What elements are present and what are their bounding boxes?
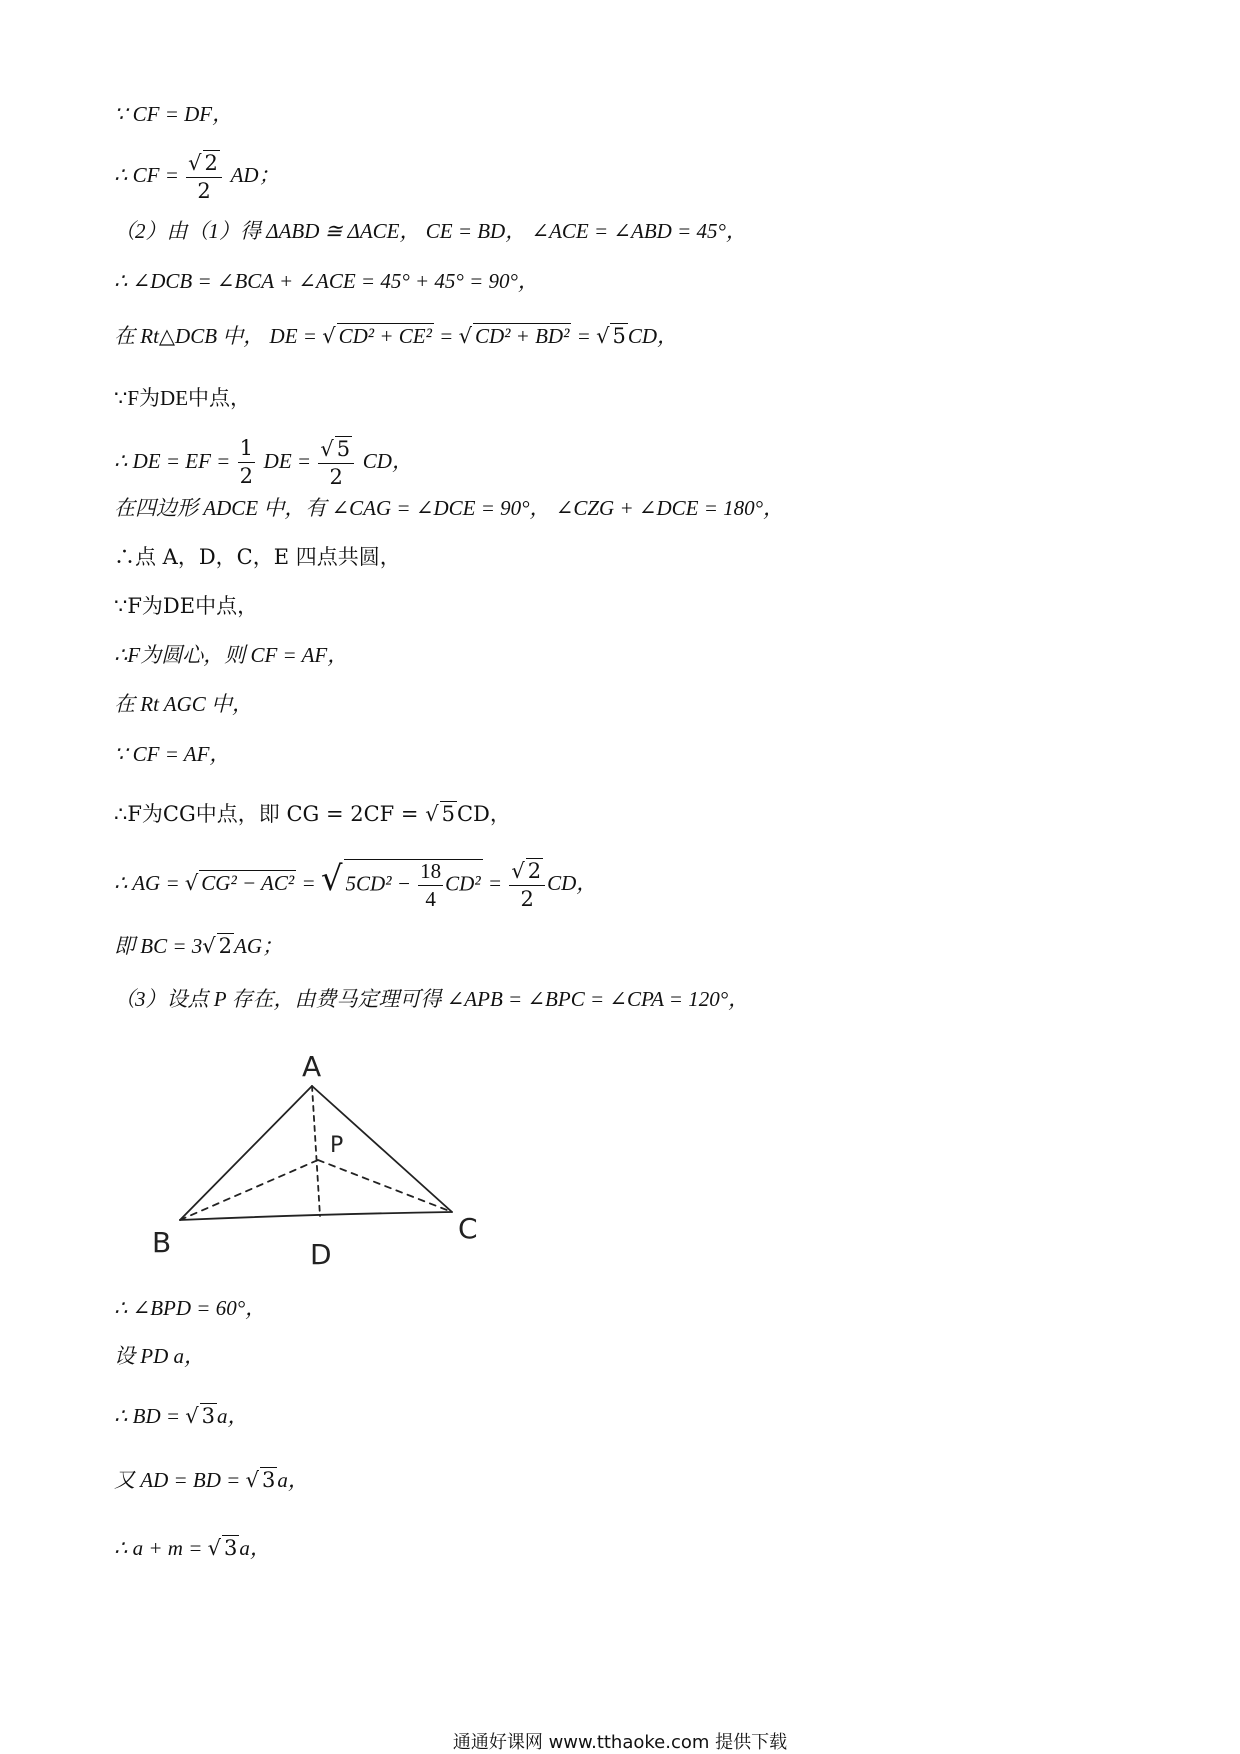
line-angle-dcb (114, 271, 539, 292)
fraction-sqrt2-over-2b: $\frac{√ 2}{2}$ (509, 858, 545, 911)
radicand: 2 (527, 859, 542, 883)
text: = (296, 871, 321, 896)
text: （2）由（1）得 ΔABD ≅ ΔACE， CE = BD， ∠ACE = ∠ABD = 45°， (114, 219, 747, 243)
line-de-length: 在 Rt△DCB 中， DE = √ CD² + CE² = √ CD² + BD² = √ 5CD， (114, 324, 679, 348)
label-p: P (330, 1133, 344, 1158)
line-ad-value: 又 AD = BD = √ 3a， (114, 1468, 309, 1492)
line-concyclic (114, 547, 401, 568)
radicand: 3 (224, 1536, 238, 1560)
text: ∴F为CG中点，即 CG = 2CF = (114, 802, 426, 826)
line-f-midpoint-2 (114, 596, 258, 617)
text: 5CD² − (345, 871, 417, 896)
radicand: CD² + CE² (338, 324, 432, 348)
text: （3）设点 P 存在，由费马定理可得 ∠APB = ∠BPC = ∠CPA = 120°， (114, 987, 750, 1011)
line-ef-value (114, 436, 413, 489)
line-cf-eq-df (114, 104, 233, 125)
line-cf-value (114, 150, 280, 203)
text: ∴点 A，D，C，E 四点共圆， (114, 545, 401, 569)
line-cf-eq-af (114, 744, 230, 765)
fraction-1-over-2 (238, 437, 255, 488)
text: ∴ AG = (114, 871, 185, 896)
line-rt-agc (114, 694, 253, 715)
radicand: 5 (336, 437, 351, 461)
line-set-pd (114, 1346, 205, 1367)
radicand: 5 (441, 802, 455, 826)
line-a-plus-m: ∴ a + m = √ 3a， (114, 1536, 271, 1560)
text: 在四边形 ADCE 中，有 ∠CAG = ∠DCE = 90°， ∠CZG + ∠DCE = 180°， (114, 496, 785, 520)
denominator: 4 (425, 886, 436, 911)
numerator: 18 (418, 860, 443, 886)
triangle-figure (140, 1040, 500, 1280)
text: a， (217, 1404, 249, 1428)
fraction-sqrt2-over-2: $\frac{√ 2}{2}$ (186, 150, 222, 203)
text: 即 BC = 3 (114, 934, 203, 958)
denominator: 2 (239, 464, 253, 489)
radicand: 3 (261, 1468, 276, 1492)
text: CD， (627, 324, 679, 348)
text: a， (277, 1468, 309, 1492)
radicand: CD² + BD² (474, 324, 570, 348)
label-d: D (310, 1238, 332, 1271)
text: = (571, 324, 597, 348)
line-part2-start (114, 221, 747, 242)
line-angle-bpd (114, 1298, 266, 1319)
text: 设 PD a， (114, 1344, 205, 1368)
fraction-18-over-4 (418, 860, 443, 911)
radicand: 2 (204, 151, 218, 175)
text: AG； (234, 934, 284, 958)
denominator: 2 (329, 465, 343, 490)
denominator: 2 (197, 179, 211, 204)
radicand: 3 (201, 1404, 216, 1428)
side-ab (180, 1086, 312, 1220)
text: AD； (230, 163, 280, 188)
line-part3-start (114, 989, 749, 1010)
line-quadrilateral (114, 498, 784, 519)
denominator: 2 (520, 887, 534, 912)
text: ∴ a + m = (114, 1536, 208, 1560)
radicand-big (344, 859, 483, 911)
text: CD² (445, 871, 481, 896)
line-cg-value: ∴F为CG中点，即 CG = 2CF = √ 5CD， (114, 802, 511, 826)
text: ∴F为圆心，则 CF = AF， (114, 643, 349, 667)
line-f-midpoint-1 (114, 388, 251, 409)
line-bc-value: 即 BC = 3√ 2AG； (114, 934, 284, 958)
radicand: CG² − AC² (201, 871, 295, 896)
text: DE = (263, 449, 317, 474)
segment-bp (180, 1160, 318, 1220)
text: 在 Rt AGC 中， (114, 692, 254, 716)
text: ∴ ∠BPD = 60°， (114, 1296, 267, 1320)
text: CD， (456, 802, 511, 826)
label-c: C (458, 1212, 478, 1245)
text: a， (239, 1536, 271, 1560)
radicand: 2 (218, 934, 233, 958)
text: = (482, 871, 508, 896)
text: ∴ BD = (114, 1404, 186, 1428)
text: ∴ ∠DCB = ∠BCA + ∠ACE = 45° + 45° = 90°， (114, 269, 539, 293)
text: CD， (547, 871, 598, 896)
text: 在 Rt△DCB 中， DE = (114, 324, 323, 348)
text: CD， (362, 449, 413, 474)
text: ∵ CF = AF， (114, 742, 231, 766)
text: ∵F为DE中点， (114, 594, 259, 618)
text: 又 AD = BD = (114, 1468, 246, 1492)
text: ∵ CF = DF， (114, 102, 234, 126)
line-f-center (114, 645, 348, 666)
label-a: A (302, 1050, 322, 1083)
text: ∵F为DE中点， (114, 386, 252, 410)
numerator: 1 (238, 437, 255, 463)
side-bc (180, 1212, 452, 1220)
text: ∴ DE = EF = (114, 449, 236, 474)
radicand: 5 (612, 324, 626, 348)
text: ∴ CF = (114, 163, 185, 188)
line-bd-value: ∴ BD = √ 3a， (114, 1404, 249, 1428)
segment-pc (318, 1160, 452, 1212)
line-ag-value: ∴ AG = √ CG² − AC² = √ 5CD² − $\frac{18}{4}$ CD² = $\frac{√ 2}{2}$ CD， (114, 858, 598, 912)
text: = (433, 324, 459, 348)
segment-ad (312, 1086, 320, 1216)
page-footer: 通通好课网 www.tthaoke.com 提供下载 (452, 1732, 788, 1753)
label-b: B (152, 1226, 172, 1259)
fraction-sqrt5-over-2: $\frac{√ 5}{2}$ (318, 436, 354, 489)
